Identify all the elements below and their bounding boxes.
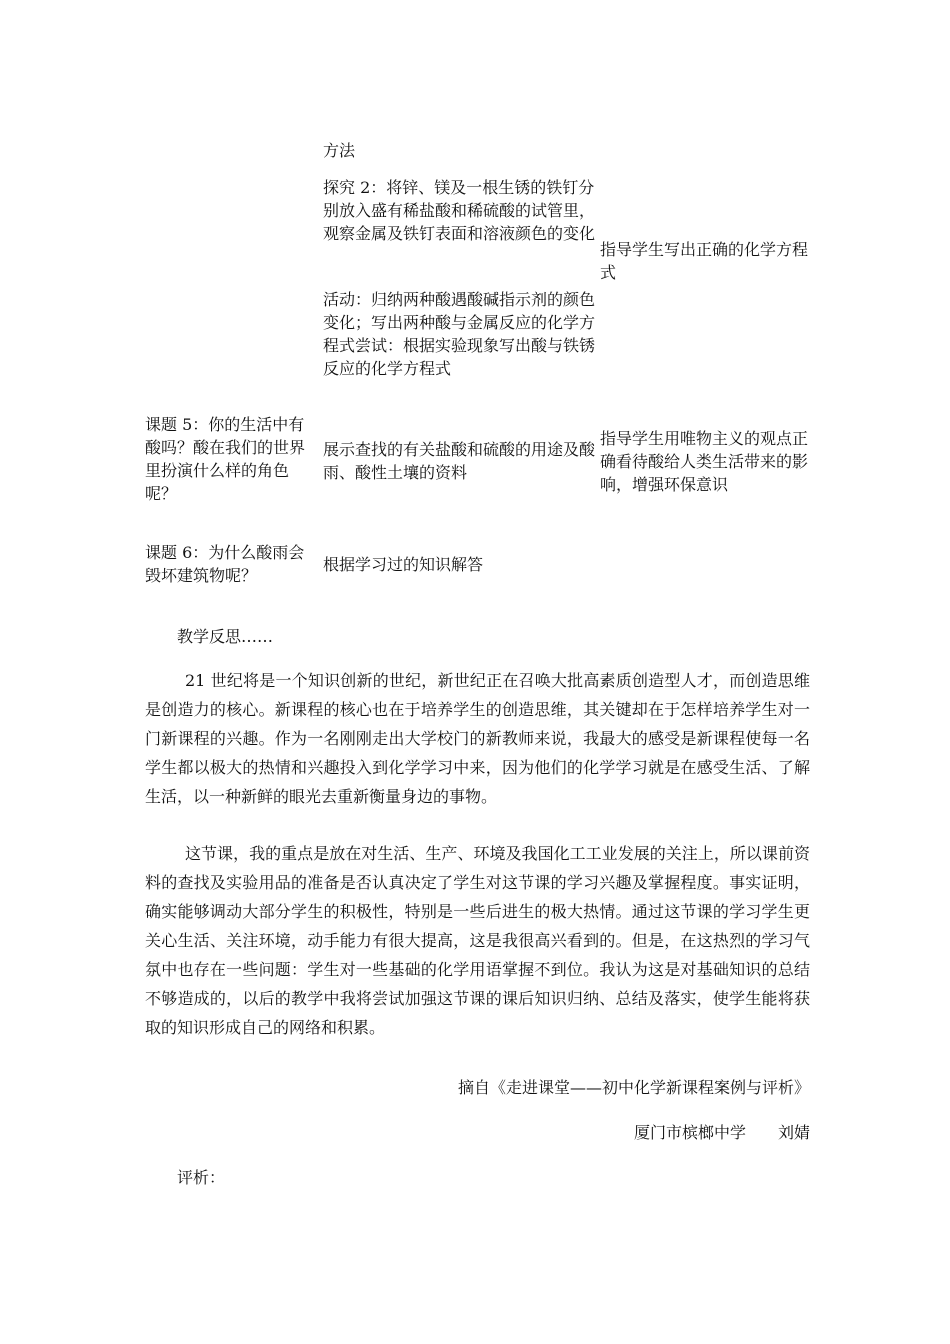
table-cell-topic-5-guidance: 指导学生用唯物主义的观点正确看待酸给人类生活带来的影响，增强环保意识: [600, 429, 809, 494]
reflection-paragraph-1: 21 世纪将是一个知识创新的世纪，新世纪正在召唤大批高素质创造型人才，而创造思维是创造力的核心。新课程的核心也在于培养学生的创造思维，其关键却在于怎样培养学生对一门新课程的兴趣。作为一名刚刚走出大学校门的新教师来说，我最大的感受是新课程使每一名学生都以极大的热情和兴趣投入到化学学习中来，因为他们的化学学习就是在感受生活、了解生活，以一种新鲜的眼光去重新衡量身边的事物。: [145, 671, 810, 806]
table-cell-method: 方法: [323, 141, 356, 160]
analysis-label: 评析：: [177, 1168, 226, 1187]
table-cell-topic-6-activity: 根据学习过的知识解答: [323, 555, 484, 574]
reflection-heading: 教学反思……: [177, 627, 274, 646]
table-cell-topic-5-activity: 展示查找的有关盐酸和硫酸的用途及酸雨、酸性土壤的资料: [323, 440, 596, 482]
table-cell-topic-5: 课题 5：你的生活中有酸吗？酸在我们的世界里扮演什么样的角色呢？: [145, 415, 306, 503]
reflection-paragraph-2: 这节课，我的重点是放在对生活、生产、环境及我国化工工业发展的关注上，所以课前资料的查找及实验用品的准备是否认真决定了学生对这节课的学习兴趣及掌握程度。事实证明，确实能够调动大部分学生的积极性，特别是一些后进生的极大热情。通过这节课的学习学生更关心生活、关注环境，动手能力有很大提高，这是我很高兴看到的。但是，在这热烈的学习气氛中也存在一些问题：学生对一些基础的化学用语掌握不到位。我认为这是对基础知识的总结不够造成的，以后的教学中我将尝试加强这节课的课后知识归纳、总结及落实，使学生能将获取的知识形成自己的网络和积累。: [145, 844, 810, 1037]
table-cell-explore-2: 探究 2：将锌、镁及一根生锈的铁钉分别放入盛有稀盐酸和稀硫酸的试管里，观察金属及铁钉表面和溶液颜色的变化: [323, 178, 596, 243]
table-cell-guidance-equation: 指导学生写出正确的化学方程式: [600, 240, 809, 282]
table-cell-activity: 活动：归纳两种酸遇酸碱指示剂的颜色变化；写出两种酸与金属反应的化学方程式尝试：根据实验现象写出酸与铁锈反应的化学方程式: [323, 290, 596, 378]
author-signature: 厦门市槟榔中学 刘婧: [633, 1123, 810, 1142]
table-cell-topic-6: 课题 6：为什么酸雨会毁坏建筑物呢？: [145, 543, 305, 585]
source-citation: 摘自《走进课堂——初中化学新课程案例与评析》: [457, 1078, 810, 1097]
